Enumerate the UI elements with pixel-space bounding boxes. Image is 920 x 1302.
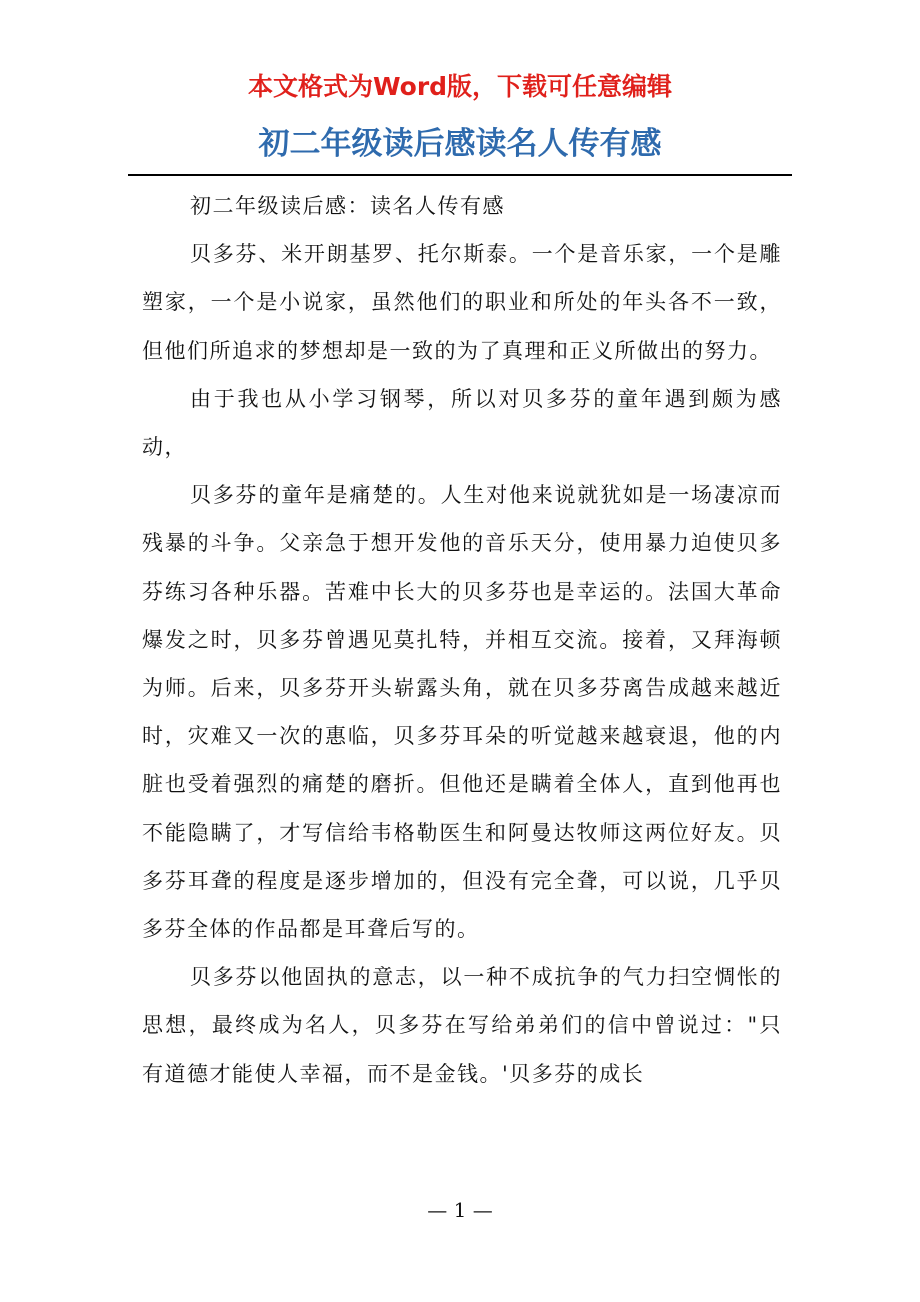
paragraph: 贝多芬以他固执的意志，以一种不成抗争的气力扫空惆怅的思想，最终成为名人，贝多芬在写给弟弟们的信中曾说过："只有道德才能使人幸福，而不是金钱。'贝多芬的成长: [142, 965, 782, 1086]
document-title: 初二年级读后感读名人传有感: [258, 126, 662, 162]
paragraph: 贝多芬的童年是痛楚的。人生对他来说就犹如是一场凄凉而残暴的斗争。父亲急于想开发他的音乐天分，使用暴力迫使贝多芬练习各种乐器。苦难中长大的贝多芬也是幸运的。法国大革命爆发之时，贝多芬曾遇见莫扎特，并相互交流。接着，又拜海顿为师。后来，贝多芬开头崭露头角，就在贝多芬离告成越来越近时，灾难又一次的惠临，贝多芬耳朵的听觉越来越衰退，他的内脏也受着强烈的痛楚的磨折。但他还是瞒着全体人，直到他再也不能隐瞒了，才写信给韦格勒医生和阿曼达牧师这两位好友。贝多芬耳聋的程度是逐步增加的，但没有完全聋，可以说，几乎贝多芬全体的作品都是耳聋后写的。: [142, 483, 782, 942]
paragraph: 贝多芬、米开朗基罗、托尔斯泰。一个是音乐家，一个是雕塑家，一个是小说家，虽然他们的职业和所处的年头各不一致，但他们所追求的梦想却是一致的为了真理和正义所做出的努力。: [142, 242, 782, 363]
page-number: — 1 —: [427, 1198, 493, 1222]
paragraph: 由于我也从小学习钢琴，所以对贝多芬的童年遇到颇为感动，: [142, 386, 782, 460]
document-body: [142, 182, 782, 1098]
title-divider: [128, 174, 792, 176]
paragraph: 初二年级读后感：读名人传有感: [190, 194, 505, 218]
format-notice: 本文格式为Word版，下载可任意编辑: [247, 72, 673, 101]
